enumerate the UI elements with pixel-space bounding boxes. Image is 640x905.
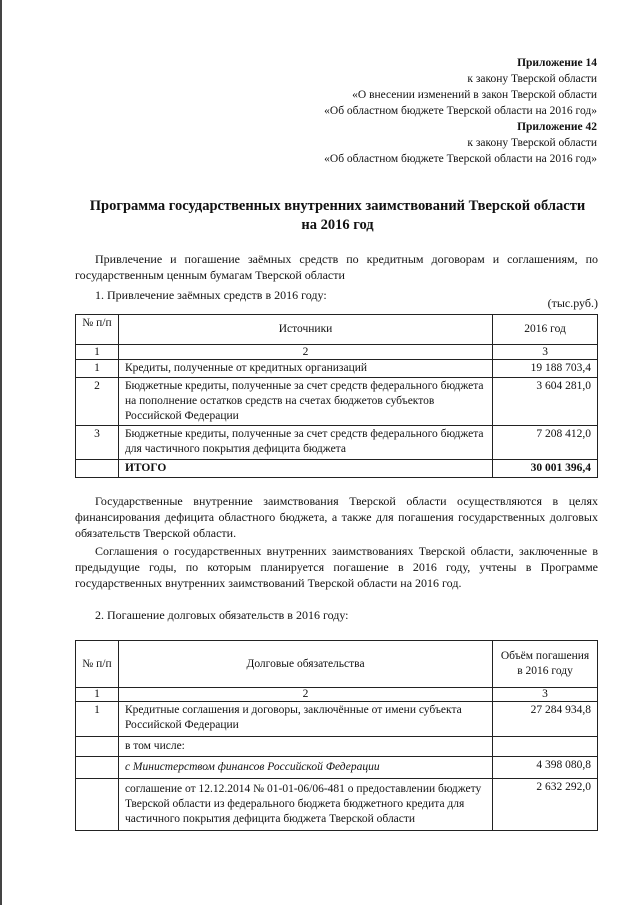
appendix-42-line: «Об областном бюджете Тверской области на 2016 год»	[324, 153, 597, 165]
table-row	[76, 757, 598, 779]
paragraph-agreements: Соглашения о государственных внутренних заимствованиях Тверской области, заключенные в предыдущие годы, по которым планируется погашение в 2016 году, учтены в Программе государственных внутренних заимствований Тверской области на 2016 год.	[75, 544, 598, 590]
row-value: 2 632 292,0	[493, 779, 598, 831]
row-obligation: соглашение от 12.12.2014 № 01-01-06/06-481 о предоставлении бюджету Тверской области из федерального бюджета бюджетного кредита для частичного покрытия дефицита бюджета Тверской области	[118, 779, 492, 831]
appendix-14-line: к закону Тверской области	[467, 73, 597, 85]
header-cell: № п/п	[76, 315, 119, 345]
row-number	[76, 779, 119, 831]
row-source: Бюджетные кредиты, полученные за счет средств федерального бюджета для частичного покрытия дефицита бюджета	[118, 426, 492, 460]
total-value: 30 001 396,4	[493, 460, 598, 478]
units-label: (тыс.руб.)	[547, 296, 598, 310]
table-row	[76, 702, 598, 737]
scan-edge	[0, 0, 2, 905]
table-row	[76, 360, 598, 378]
header-cell: Долговые обязательства	[118, 641, 492, 688]
empty-cell	[76, 460, 119, 478]
header-cell: 2016 год	[493, 315, 598, 345]
paragraph-purpose: Государственные внутренние заимствования Тверской области осуществляются в целях финансирования дефицита областного бюджета, а также для погашения государственных долговых обязательств Тверской области.	[75, 494, 598, 540]
header-cell: № п/п	[76, 641, 119, 688]
row-value	[493, 737, 598, 757]
row-value: 19 188 703,4	[493, 360, 598, 378]
row-value: 27 284 934,8	[493, 702, 598, 737]
header-cell: Объём погашения в 2016 году	[493, 641, 598, 688]
col-number: 2	[118, 688, 492, 702]
column-number-row	[76, 688, 598, 702]
row-obligation: Кредитные соглашения и договоры, заключённые от имени субъекта Российской Федерации	[118, 702, 492, 737]
row-number	[76, 737, 119, 757]
row-number: 2	[76, 378, 119, 426]
row-source: Бюджетные кредиты, полученные за счет средств федерального бюджета на пополнение остатков средств на счетах бюджетов субъектов Российской Федерации	[118, 378, 492, 426]
appendix-42-line: к закону Тверской области	[467, 137, 597, 149]
row-number: 1	[76, 702, 119, 737]
total-label: ИТОГО	[118, 460, 492, 478]
row-value: 4 398 080,8	[493, 757, 598, 779]
total-row	[76, 460, 598, 478]
appendix-14-title: Приложение 14	[517, 57, 597, 69]
row-number: 3	[76, 426, 119, 460]
column-number-row	[76, 345, 598, 360]
appendix-42-title: Приложение 42	[517, 121, 597, 133]
header-cell: Источники	[118, 315, 492, 345]
table-header-row	[76, 315, 598, 345]
appendix-14-line: «О внесении изменений в закон Тверской области	[352, 89, 597, 101]
col-number: 2	[118, 345, 492, 360]
appendix-42-block	[324, 119, 597, 167]
row-number	[76, 757, 119, 779]
intro-paragraph: Привлечение и погашение заёмных средств по кредитным договорам и соглашениям, по государственным ценным бумагам Тверской области	[75, 252, 598, 282]
col-number: 3	[493, 688, 598, 702]
row-obligation: в том числе:	[118, 737, 492, 757]
table-row	[76, 426, 598, 460]
row-value: 7 208 412,0	[493, 426, 598, 460]
col-number: 3	[493, 345, 598, 360]
row-source: Кредиты, полученные от кредитных организаций	[118, 360, 492, 378]
section-2-heading: 2. Погашение долговых обязательств в 2016 году:	[95, 608, 349, 622]
borrowing-table	[75, 314, 598, 478]
row-value: 3 604 281,0	[493, 378, 598, 426]
col-number: 1	[76, 345, 119, 360]
table-row	[76, 737, 598, 757]
table-row	[76, 378, 598, 426]
table-row	[76, 779, 598, 831]
row-obligation: с Министерством финансов Российской Федерации	[118, 757, 492, 779]
title-line-2: на 2016 год	[301, 217, 374, 233]
section-1-heading: 1. Привлечение заёмных средств в 2016 году:	[95, 288, 327, 302]
title-line-1: Программа государственных внутренних заимствований Тверской области	[89, 198, 586, 214]
repayment-table	[75, 640, 598, 831]
col-number: 1	[76, 688, 119, 702]
appendix-14-block	[324, 55, 597, 119]
table-header-row	[76, 641, 598, 688]
page-title	[60, 197, 615, 235]
appendix-14-line: «Об областном бюджете Тверской области на 2016 год»	[324, 105, 597, 117]
row-number: 1	[76, 360, 119, 378]
